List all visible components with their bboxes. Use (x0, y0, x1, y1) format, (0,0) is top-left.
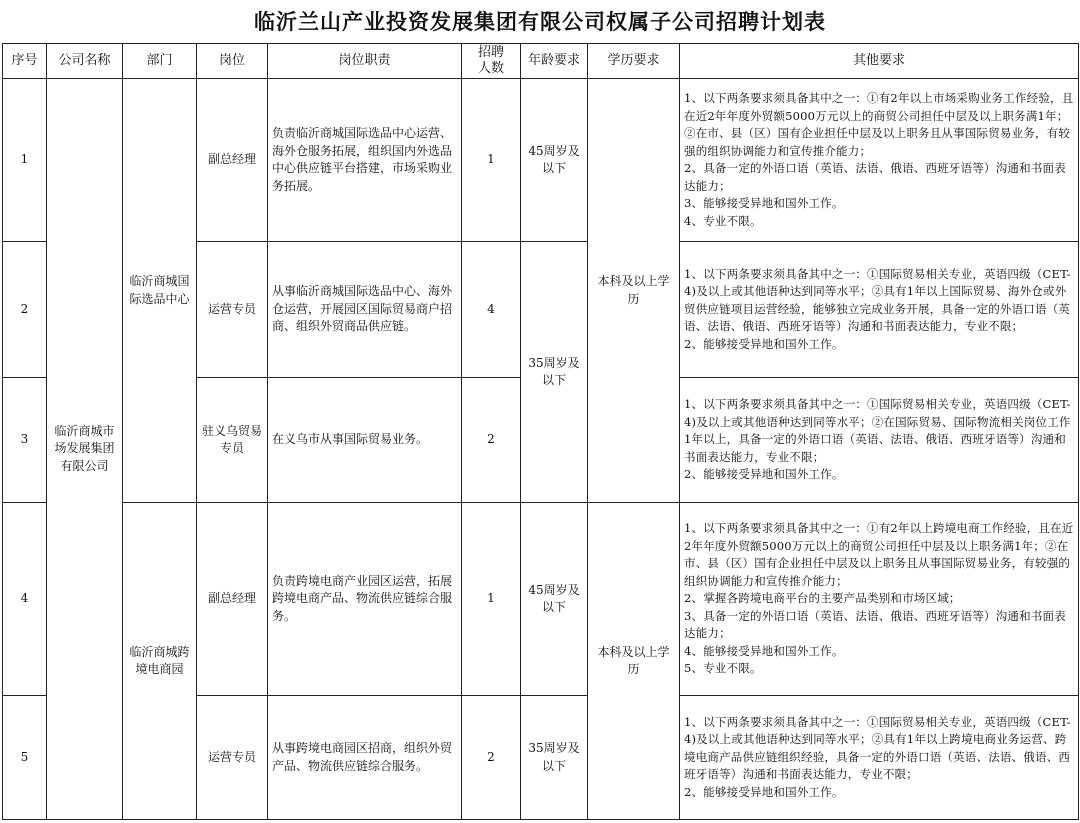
requirement-item: 2、掌握各跨境电商平台的主要产品类别和市场区域； (684, 591, 961, 606)
age-requirement: 35周岁及以下 (521, 696, 588, 820)
position-name: 副总经理 (197, 79, 268, 242)
requirement-item: 1、以下两条要求须具备其中之一：①有2年以上跨境电商工作经验，且在近2年年度外贸额5000万元以上的商贸公司担任中层及以上职务满1年；②在市、县（区）国有企业担任中层及以上职务且从事国际贸易业务，有较强的组织协调能力和宣传推介能力； (684, 521, 1074, 588)
row-index: 1 (3, 79, 47, 242)
row-index: 3 (3, 378, 47, 503)
header-count-line2: 人数 (477, 61, 504, 76)
header-duties: 岗位职责 (268, 44, 462, 79)
requirement-item: 2、能够接受异地和国外工作。 (684, 784, 844, 799)
other-requirements (680, 79, 1079, 242)
other-requirements (680, 696, 1079, 820)
position-duties: 从事临沂商城国际选品中心、海外仓运营，开展园区国际贸易商户招商、组织外贸商品供应链。 (268, 242, 462, 378)
header-company: 公司名称 (47, 44, 123, 79)
hire-count: 2 (462, 378, 521, 503)
age-requirement: 45周岁及以下 (521, 503, 588, 696)
age-requirement: 45周岁及以下 (521, 79, 588, 242)
other-requirements (680, 378, 1079, 503)
header-count (462, 44, 521, 79)
position-duties: 负责临沂商城国际选品中心运营、海外仓服务拓展，组织国内外选品中心供应链平台搭建，市场采购业务拓展。 (268, 79, 462, 242)
requirement-item: 1、以下两条要求须具备其中之一：①国际贸易相关专业，英语四级（CET-4)及以上或其他语种达到同等水平；②在国际贸易、国际物流相关岗位工作1年以上，具备一定的外语口语（英语、法语、俄语、西班牙语等）沟通和书面表达能力，专业不限； (684, 397, 1071, 464)
hire-count: 1 (462, 503, 521, 696)
requirement-item: 4、专业不限。 (684, 213, 762, 228)
row-index: 4 (3, 503, 47, 696)
other-requirements (680, 503, 1079, 696)
row-index: 5 (3, 696, 47, 820)
position-name: 运营专员 (197, 242, 268, 378)
header-education: 学历要求 (588, 44, 680, 79)
position-name: 驻义乌贸易专员 (197, 378, 268, 503)
header-other: 其他要求 (680, 44, 1079, 79)
education-requirement: 本科及以上学历 (588, 503, 680, 820)
header-position: 岗位 (197, 44, 268, 79)
position-duties: 在义乌市从事国际贸易业务。 (268, 378, 462, 503)
recruitment-table (2, 43, 1079, 820)
position-name: 副总经理 (197, 503, 268, 696)
document-title: 临沂兰山产业投资发展集团有限公司权属子公司招聘计划表 (254, 10, 826, 34)
requirement-item: 2、能够接受异地和国外工作。 (684, 467, 844, 482)
requirement-item: 2、能够接受异地和国外工作。 (684, 336, 844, 351)
requirement-item: 3、能够接受异地和国外工作。 (684, 196, 844, 210)
table-row (3, 503, 1079, 696)
requirement-item: 1、以下两条要求须具备其中之一：①国际贸易相关专业，英语四级（CET-4)及以上或其他语种达到同等水平；②具有1年以上跨境电商业务运营、跨境电商产品供应链组织经验，具备一定的外语口语（英语、法语、俄语、西班牙语等）沟通和书面表达能力，专业不限； (684, 714, 1071, 782)
requirement-item: 2、具备一定的外语口语（英语、法语、俄语、西班牙语等）沟通和书面表达能力； (684, 161, 1066, 193)
requirement-item: 4、能够接受异地和国外工作。 (684, 643, 844, 658)
hire-count: 1 (462, 79, 521, 242)
requirement-item: 1、以下两条要求须具备其中之一：①国际贸易相关专业，英语四级（CET-4)及以上或其他语种达到同等水平；②具有1年以上国际贸易、海外仓或外贸供应链项目运营经验，能够独立完成业务开展，具备一定的外语口语（英语、法语、俄语、西班牙语等）沟通和书面表达能力，专业不限； (684, 266, 1071, 334)
education-requirement: 本科及以上学历 (588, 79, 680, 503)
position-duties: 负责跨境电商产业园区运营，拓展跨境电商产品、物流供应链综合服务。 (268, 503, 462, 696)
row-index: 2 (3, 242, 47, 378)
header-department: 部门 (123, 44, 197, 79)
position-duties: 从事跨境电商园区招商，组织外贸产品、物流供应链综合服务。 (268, 696, 462, 820)
requirement-item: 5、专业不限。 (684, 661, 762, 676)
header-age: 年龄要求 (521, 44, 588, 79)
requirement-item: 1、以下两条要求须具备其中之一：①有2年以上市场采购业务工作经验，且在近2年年度外贸额5000万元以上的商贸公司担任中层及以上职务满1年；②在市、县（区）国有企业担任中层及以上职务且从事国际贸易业务，有较强的组织协调能力和宣传推介能力； (684, 91, 1074, 158)
position-name: 运营专员 (197, 696, 268, 820)
other-requirements (680, 242, 1079, 378)
header-index: 序号 (3, 44, 47, 79)
header-row (3, 44, 1079, 79)
hire-count: 2 (462, 696, 521, 820)
age-requirement: 35周岁及以下 (521, 242, 588, 503)
requirement-item: 3、具备一定的外语口语（英语、法语、俄语、西班牙语等）沟通和书面表达能力； (684, 608, 1066, 641)
department-name: 临沂商城跨境电商园 (123, 503, 197, 820)
hire-count: 4 (462, 242, 521, 378)
department-name: 临沂商城国际选品中心 (123, 79, 197, 503)
company-name: 临沂商城市场发展集团有限公司 (47, 79, 123, 820)
table-row (3, 79, 1079, 242)
header-count-line1: 招聘 (477, 45, 504, 60)
